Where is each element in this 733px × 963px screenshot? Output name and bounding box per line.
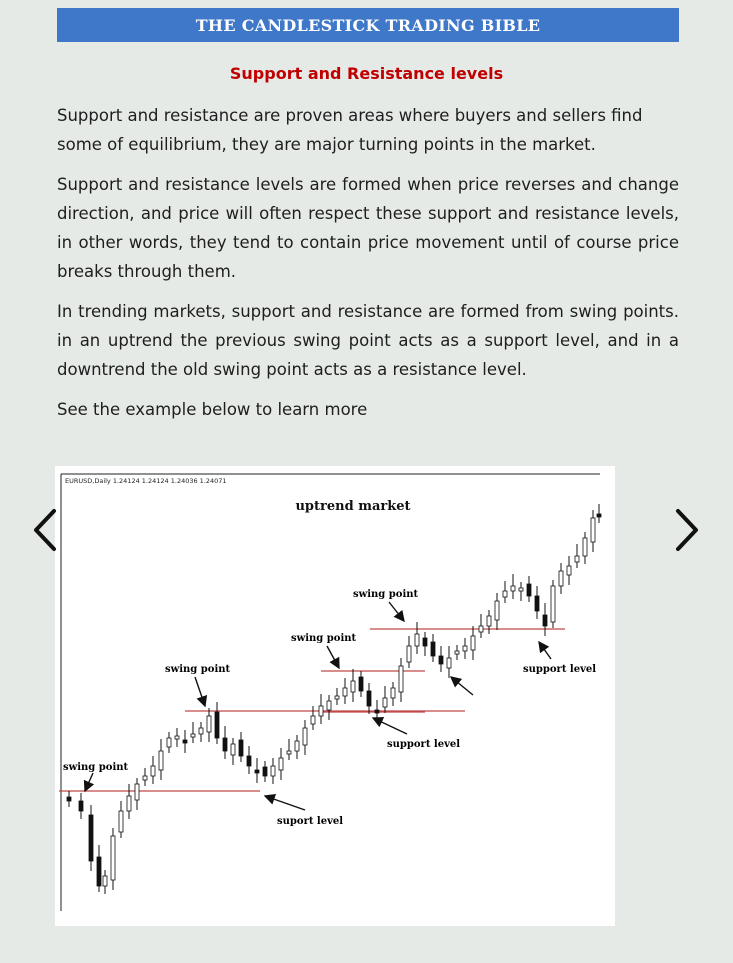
- candle-body: [351, 681, 355, 692]
- candle-body: [439, 656, 443, 664]
- chart-svg: [55, 466, 615, 926]
- candle-body: [127, 796, 131, 811]
- book-header: [57, 8, 679, 42]
- candle-body: [495, 601, 499, 620]
- candle-body: [463, 646, 467, 651]
- annotation-swing-point-2: swing point: [165, 664, 231, 675]
- candle-body: [215, 712, 219, 738]
- candle-body: [231, 744, 235, 755]
- candle-body: [271, 766, 275, 776]
- candle-body: [591, 518, 595, 542]
- candle-body: [583, 538, 587, 556]
- candle-body: [597, 514, 601, 517]
- annotation-suport-level: suport level: [277, 816, 344, 827]
- candle-body: [359, 677, 363, 691]
- candle-body: [327, 701, 331, 710]
- candle-body: [487, 616, 491, 626]
- candle-body: [367, 691, 371, 706]
- candle-body: [303, 728, 307, 745]
- chart-title: uptrend market: [295, 499, 411, 514]
- candle-body: [263, 767, 267, 776]
- candle-body: [391, 688, 395, 698]
- candle-body: [279, 758, 283, 770]
- annotation-swing-point-3: swing point: [291, 633, 357, 644]
- candle-body: [191, 734, 195, 737]
- candle-body: [103, 876, 107, 886]
- candle-body: [247, 756, 251, 766]
- candle-body: [399, 666, 403, 692]
- candle-body: [287, 751, 291, 754]
- candle-body: [455, 651, 459, 654]
- candle-body: [79, 801, 83, 811]
- paragraph-trending: In trending markets, support and resistance are formed from swing points. in an uptrend the previous swing point acts as a support level, and in a downtrend the old swing point acts as a resistance level.: [57, 302, 679, 379]
- candle-body: [543, 615, 547, 626]
- candle-body: [223, 738, 227, 751]
- candle-body: [503, 591, 507, 597]
- candle-body: [375, 710, 379, 713]
- candle-body: [431, 642, 435, 656]
- candle-body: [167, 738, 171, 747]
- uptrend-chart: [55, 466, 615, 926]
- candle-body: [519, 588, 523, 591]
- candle-body: [255, 770, 259, 773]
- candle-body: [159, 751, 163, 770]
- candle-body: [383, 698, 387, 707]
- candle-body: [111, 836, 115, 880]
- candle-body: [239, 740, 243, 756]
- paragraph-see-example: See the example below to learn more: [57, 400, 368, 419]
- candle-body: [207, 716, 211, 732]
- candle-body: [151, 766, 155, 776]
- candle-body: [295, 741, 299, 751]
- candle-body: [559, 571, 563, 586]
- chevron-right-icon: [674, 508, 700, 552]
- candle-body: [175, 736, 179, 739]
- candle-body: [535, 596, 539, 611]
- candle-body: [479, 626, 483, 632]
- candle-body: [89, 815, 93, 861]
- candle-body: [311, 716, 315, 724]
- candle-body: [415, 634, 419, 646]
- candle-body: [67, 797, 71, 801]
- candle-body: [471, 636, 475, 650]
- paragraph-levels: Support and resistance levels are formed when price reverses and change direction, and price will often respect these support and resistance levels, in other words, they tend to contain price movement until of course price breaks through them.: [57, 175, 679, 281]
- candle-body: [135, 784, 139, 800]
- candle-body: [447, 658, 451, 668]
- candle-body: [319, 706, 323, 716]
- candle-body: [551, 586, 555, 622]
- book-title: THE CANDLESTICK TRADING BIBLE: [195, 15, 541, 35]
- candle-body: [407, 646, 411, 662]
- section-title: Support and Resistance levels: [229, 64, 504, 83]
- prev-page-button[interactable]: [28, 505, 62, 555]
- annotation-swing-point-1: swing point: [63, 762, 129, 773]
- annotation-support-level-2: support level: [523, 664, 597, 675]
- candle-body: [143, 776, 147, 780]
- annotation-support-level-1: support level: [387, 739, 461, 750]
- candle-body: [183, 740, 187, 743]
- next-page-button[interactable]: [670, 505, 704, 555]
- chevron-left-icon: [32, 508, 58, 552]
- candle-body: [527, 584, 531, 596]
- candle-body: [119, 811, 123, 832]
- candle-body: [343, 688, 347, 696]
- candle-body: [423, 638, 427, 646]
- paragraph-intro: Support and resistance are proven areas where buyers and sellers find some of equilibrium, they are major turning points in the market.: [57, 106, 643, 154]
- chart-symbol-label: EURUSD,Daily 1.24124 1.24124 1.24036 1.24071: [65, 477, 227, 485]
- candle-body: [199, 728, 203, 734]
- candle-body: [511, 586, 515, 591]
- annotation-swing-point-4: swing point: [353, 589, 419, 600]
- candle-body: [97, 857, 101, 886]
- candle-body: [575, 556, 579, 562]
- candle-body: [567, 566, 571, 575]
- candle-body: [335, 696, 339, 699]
